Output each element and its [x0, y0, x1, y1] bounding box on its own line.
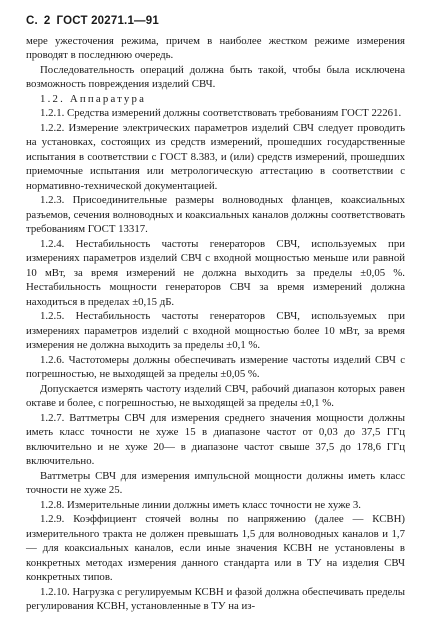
paragraph-1-2-7: 1.2.7. Ваттметры СВЧ для измерения среднего значения мощности должны иметь класс точности не хуже 15 в диапазоне частот от 0,03 до 37,5 ГГц включительно и не хуже 20— в диапазоне частот свыше 37,5 до 178,6 ГГц включительно.: [26, 411, 405, 467]
paragraph-1-2-8: 1.2.8. Измерительные линии должны иметь класс точности не хуже 3.: [40, 498, 362, 511]
paragraph-1-2-5: 1.2.5. Нестабильность частоты генераторов СВЧ, используемых при измерениях параметров изделий с входной мощностью более 10 мВт, за время измерения не должна выходить за пределы ±0,1 %.: [26, 310, 405, 351]
paragraph-continuation: мере ужесточения режима, причем в наиболее жестком режиме измерения проводят в последнюю очередь.: [26, 34, 405, 61]
paragraph-1-2-10: 1.2.10. Нагрузка с регулируемым КСВН и фазой должна обеспечивать пределы регулирования КСВН, установленные в ТУ на из-: [26, 585, 405, 612]
section-heading-apparatus: 1.2. Аппаратура: [40, 92, 147, 105]
paragraph-1-2-3: 1.2.3. Присоединительные размеры волноводных фланцев, коаксиальных разъемов, сечения волноводных и коаксиальных каналов должны соответствовать требованиям ГОСТ 13317.: [26, 194, 405, 235]
page-header: [26, 14, 405, 29]
paragraph-sequence: Последовательность операций должна быть такой, чтобы была исключена возможность повреждения изделий СВЧ.: [26, 63, 405, 90]
paragraph-1-2-1: 1.2.1. Средства измерений должны соответствовать требованиям ГОСТ 22261.: [40, 107, 402, 119]
paragraph-1-2-9: 1.2.9. Коэффициент стоячей волны по напряжению (далее — КСВН) измерительного тракта не должен превышать 1,5 для волноводных каналов и 1,7 — для коаксиальных каналов, если иные значения КСВН не установлены в конкретных методах измерения данного стандарта или в ТУ на изделия СВЧ конкретных типов.: [26, 513, 405, 583]
paragraph-1-2-6-note: Допускается измерять частоту изделий СВЧ, рабочий диапазон которых равен октаве и более, с погрешностью, не выходящей за пределы ±0,1 %.: [26, 382, 405, 409]
standard-code: ГОСТ 20271.1—91: [56, 15, 159, 27]
paragraph-1-2-6: 1.2.6. Частотомеры должны обеспечивать измерение частоты изделий СВЧ с погрешностью, не выходящей за пределы ±0,05 %.: [26, 353, 405, 380]
paragraph-1-2-4: 1.2.4. Нестабильность частоты генераторов СВЧ, используемых при измерениях параметров изделий СВЧ с входной мощностью меньше или равной 10 мВт, за время измерений не должна выходить за пределы ±0,05 %. Нестабильность мощности генераторов СВЧ за время измерений должна находиться в пределах ±0,15 дБ.: [26, 237, 405, 308]
paragraph-1-2-7-pulse: Ваттметры СВЧ для измерения импульсной мощности должны иметь класс точности не хуже 25.: [26, 469, 405, 496]
paragraph-1-2-2: 1.2.2. Измерение электрических параметров изделий СВЧ следует проводить на установках, состоящих из средств измерений, прошедших государственные испытания в соответствии с ГОСТ 8.383, и (или) средств измерений, прошедших приемочные испытания или метрологическую аттестацию в соответствии с нормативно-технической документацией.: [26, 121, 405, 192]
page-number: 2: [43, 15, 51, 27]
page-letter: С.: [26, 15, 38, 27]
